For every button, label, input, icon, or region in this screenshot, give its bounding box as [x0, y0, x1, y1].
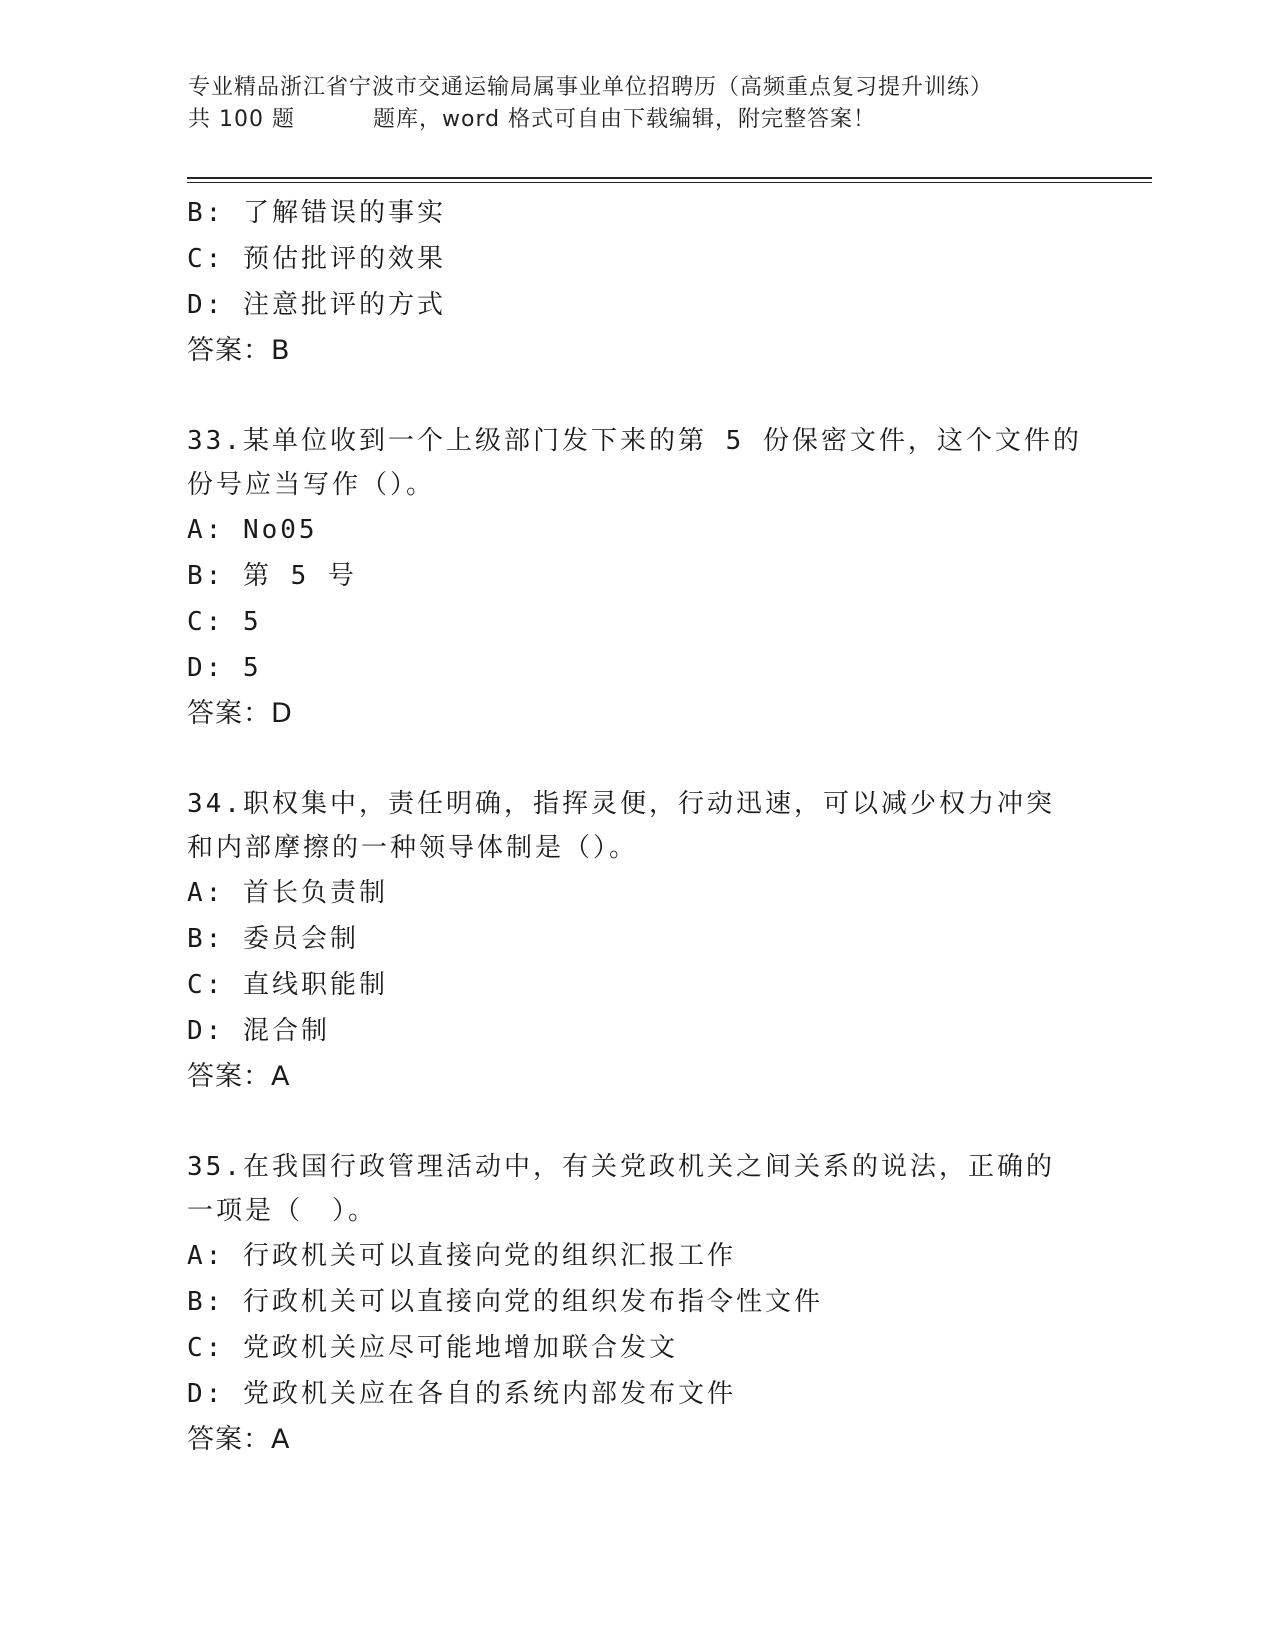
option-b: B: 行政机关可以直接向党的组织发布指令性文件 — [187, 1287, 823, 1317]
option-c: C: 党政机关应尽可能地增加联合发文 — [187, 1333, 678, 1363]
header-title: 专业精品浙江省宁波市交通运输局属事业单位招聘历（高频重点复习提升训练） — [188, 75, 994, 100]
header-description: 题库，word 格式可自由下载编辑，附完整答案！ — [372, 107, 877, 132]
header-subtitle — [188, 104, 1148, 136]
option-d: D: 注意批评的方式 — [187, 290, 446, 320]
header-question-count: 共 100 题 — [188, 107, 295, 132]
header-divider-thick — [187, 177, 1152, 179]
option-d: D: 混合制 — [187, 1016, 330, 1046]
answer-line: 答案：B — [187, 335, 291, 366]
answer-line: 答案：A — [187, 1424, 291, 1455]
option-a: A: 首长负责制 — [187, 878, 388, 908]
question-block-35 — [187, 1145, 1087, 1463]
option-c: C: 5 — [187, 607, 262, 637]
answer-line: 答案：D — [187, 698, 293, 729]
option-b: B: 委员会制 — [187, 924, 359, 954]
header-divider-thin — [187, 182, 1152, 183]
option-d: D: 5 — [187, 653, 262, 683]
document-body — [187, 190, 1087, 1463]
question-block-partial — [187, 190, 1087, 374]
question-text: 33.某单位收到一个上级部门发下来的第 5 份保密文件，这个文件的份号应当写作（）。 — [187, 426, 1082, 500]
question-text: 35.在我国行政管理活动中，有关党政机关之间关系的说法，正确的一项是（ ）。 — [187, 1152, 1055, 1226]
option-a: A: No05 — [187, 515, 318, 545]
answer-line: 答案：A — [187, 1061, 291, 1092]
question-block-33 — [187, 419, 1087, 737]
option-c: C: 预估批评的效果 — [187, 244, 446, 274]
option-d: D: 党政机关应在各自的系统内部发布文件 — [187, 1379, 736, 1409]
option-c: C: 直线职能制 — [187, 970, 388, 1000]
page-header — [188, 72, 1148, 136]
question-block-34 — [187, 782, 1087, 1100]
option-b: B: 第 5 号 — [187, 561, 357, 591]
question-text: 34.职权集中，责任明确，指挥灵便，行动迅速，可以减少权力冲突和内部摩擦的一种领导体制是（）。 — [187, 789, 1055, 863]
option-a: A: 行政机关可以直接向党的组织汇报工作 — [187, 1241, 736, 1271]
option-b: B: 了解错误的事实 — [187, 198, 446, 228]
